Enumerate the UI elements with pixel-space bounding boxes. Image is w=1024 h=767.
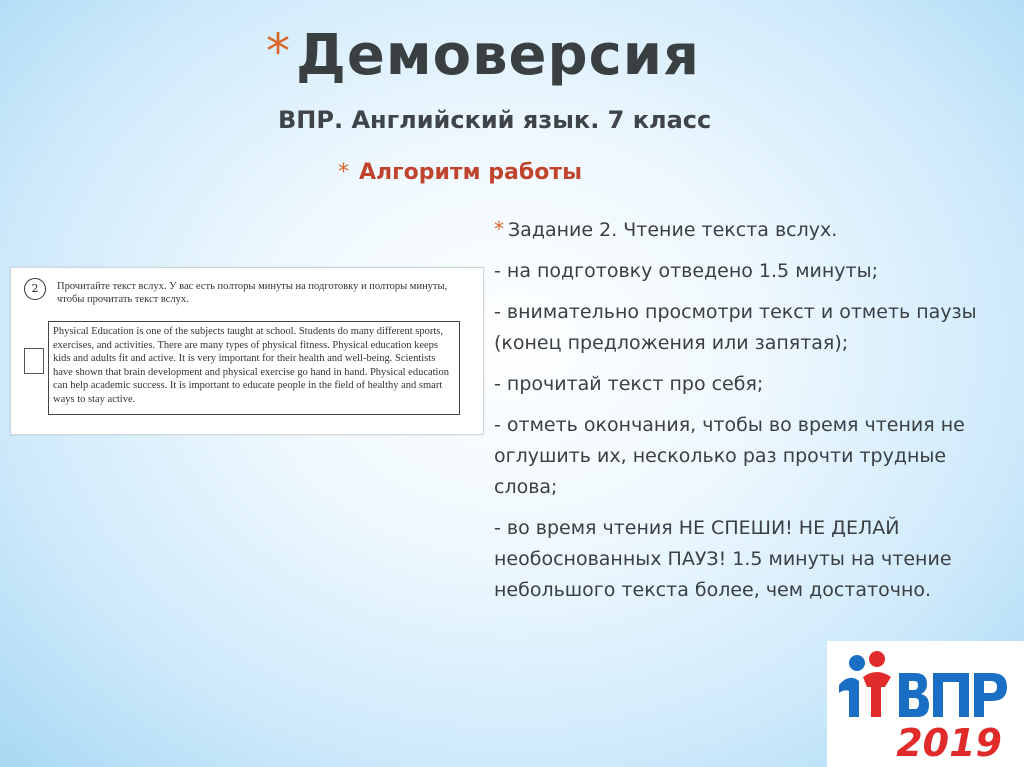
bullet-star-icon: * (494, 217, 504, 241)
list-item: - внимательно просмотри текст и отметь паузы (конец предложения или запятая); (494, 301, 977, 354)
bullet-star-icon: * (266, 24, 290, 80)
logo-year: 2019 (896, 721, 1002, 765)
answer-box (24, 348, 44, 374)
bullet-star-icon: * (338, 160, 349, 185)
vpr-logo (827, 641, 1024, 767)
section-heading-text: Алгоритм работы (359, 160, 583, 185)
slide-subtitle: ВПР. Английский язык. 7 класс (278, 106, 712, 134)
vpr-logo-icon (835, 651, 1020, 721)
list-item: - на подготовку отведено 1.5 минуты; (494, 260, 879, 282)
steps-list (494, 214, 994, 616)
step-text: Задание 2. Чтение текста вслух. (508, 219, 838, 241)
task-number: 2 (24, 278, 46, 300)
list-item: - прочитай текст про себя; (494, 373, 764, 395)
section-heading (338, 160, 582, 185)
task-instruction: Прочитайте текст вслух. У вас есть полторы минуты на подготовку и полторы минуты, чтобы прочитать текст вслух. (57, 281, 448, 305)
task-reading-text: Physical Education is one of the subjects taught at school. Students do many different sports, exercises, and activities. There are many types of physical fitness. Physical education keeps kids and adults fit and active. It is very important for their health and well-being. Scientists have shown that brain development and physical exercise go hand in hand. Physical education can help academic success. It is important to educate people in the field of healthy and smart ways to stay active. (48, 321, 460, 415)
list-item: - во время чтения НЕ СПЕШИ! НЕ ДЕЛАЙ необоснованных ПАУЗ! 1.5 минуты на чтение небольшого текста более, чем достаточно. (494, 517, 952, 601)
slide-title: Демоверсия (296, 23, 700, 88)
task-excerpt-image (10, 267, 484, 435)
list-item: - отметь окончания, чтобы во время чтения не оглушить их, несколько раз прочти трудные слова; (494, 414, 965, 498)
list-item (494, 214, 994, 246)
